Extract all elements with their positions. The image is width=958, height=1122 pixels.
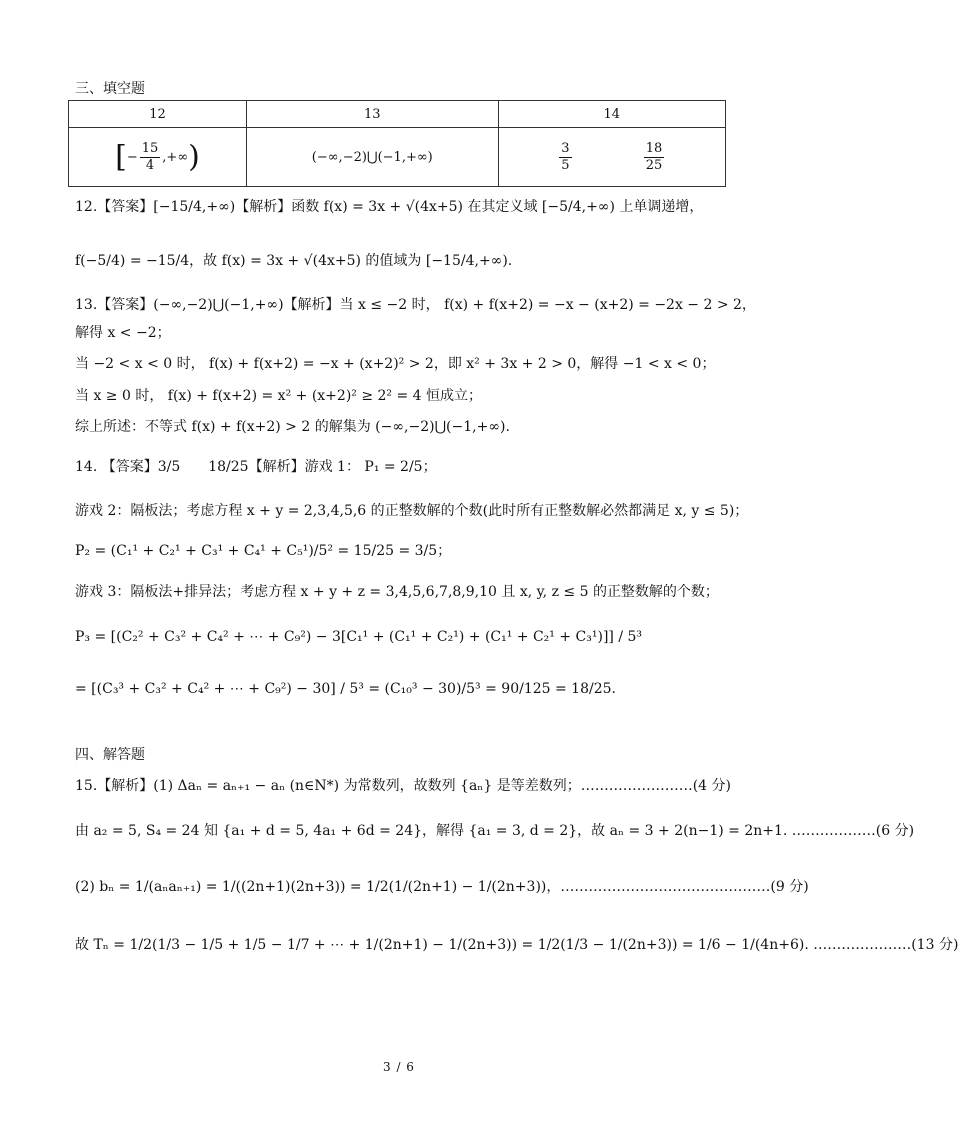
q15-line-3: (2) bₙ = 1/(aₙaₙ₊₁) = 1/((2n+1)(2n+3)) = 1/2(1/(2n+1) − 1/(2n+3))，………………………………………(9 分) [75,879,809,895]
q13-line-1: 13.【答案】(−∞,−2)⋃(−1,+∞)【解析】当 x ≤ −2 时， f(x) + f(x+2) = −x − (x+2) = −2x − 2 > 2， [75,297,756,313]
q12-line-2: f(−5/4) = −15/4，故 f(x) = 3x + √(4x+5) 的值域为 [−15/4,+∞). [75,253,513,269]
q14-line-3: P₂ = (C₁¹ + C₂¹ + C₃¹ + C₄¹ + C₅¹)/5² = 15/25 = 3/5； [75,543,452,559]
table-header-14: 14 [498,101,725,128]
q14-line-1: 14. 【答案】3/5 18/25【解析】游戏 1： P₁ = 2/5； [75,459,437,475]
answer-14: $\frac{3}{5}$ $\frac{18}{25}$ [498,128,725,187]
section-3-title: 三、填空题 [75,81,145,97]
answer-12: [− $\frac{15}{4}$ ,+∞) [69,128,247,187]
q14-line-4: 游戏 3：隔板法+排异法；考虑方程 x + y + z = 3,4,5,6,7,8,9,10 且 x, y, z ≤ 5 的正整数解的个数； [75,584,719,600]
q12-line-1: 12.【答案】[−15/4,+∞)【解析】函数 f(x) = 3x + √(4x+5) 在其定义域 [−5/4,+∞) 上单调递增， [75,199,704,215]
q15-line-4: 故 Tₙ = 1/2(1/3 − 1/5 + 1/5 − 1/7 + ⋯ + 1/(2n+1) − 1/(2n+3)) = 1/2(1/3 − 1/(2n+3)) = 1/6 − 1/(4n+6). …………………(13 分) [75,937,958,953]
q15-line-2: 由 a₂ = 5, S₄ = 24 知 {a₁ + d = 5, 4a₁ + 6d = 24}，解得 {a₁ = 3, d = 2}，故 aₙ = 3 + 2(n−1) = 2n+1. ………………(6 分) [75,823,915,839]
section-4-title: 四、解答题 [75,747,145,763]
q13-line-5: 综上所述：不等式 f(x) + f(x+2) > 2 的解集为 (−∞,−2)⋃(−1,+∞). [75,419,510,435]
table-header-13: 13 [247,101,499,128]
answer-13: (−∞,−2)⋃(−1,+∞) [247,128,499,187]
q14-line-2: 游戏 2：隔板法；考虑方程 x + y = 2,3,4,5,6 的正整数解的个数(此时所有正整数解必然都满足 x, y ≤ 5)； [75,503,749,519]
answer-table [68,100,726,187]
q15-line-1: 15.【解析】(1) Δaₙ = aₙ₊₁ − aₙ (n∈N*) 为常数列，故数列 {aₙ} 是等差数列；……………………(4 分) [75,778,731,794]
table-header-12: 12 [69,101,247,128]
q14-line-6: = [(C₃³ + C₃² + C₄² + ⋯ + C₉²) − 30] / 5³ = (C₁₀³ − 30)/5³ = 90/125 = 18/25. [75,681,616,697]
q13-line-3: 当 −2 < x < 0 时， f(x) + f(x+2) = −x + (x+2)² > 2，即 x² + 3x + 2 > 0，解得 −1 < x < 0； [75,356,716,372]
page-number: 3 / 6 [383,1060,415,1074]
q13-line-4: 当 x ≥ 0 时， f(x) + f(x+2) = x² + (x+2)² ≥ 2² = 4 恒成立； [75,388,483,404]
q13-line-2: 解得 x < −2； [75,325,171,341]
q14-line-5: P₃ = [(C₂² + C₃² + C₄² + ⋯ + C₉²) − 3[C₁¹ + (C₁¹ + C₂¹) + (C₁¹ + C₂¹ + C₃¹)]] / 5³ [75,629,642,645]
